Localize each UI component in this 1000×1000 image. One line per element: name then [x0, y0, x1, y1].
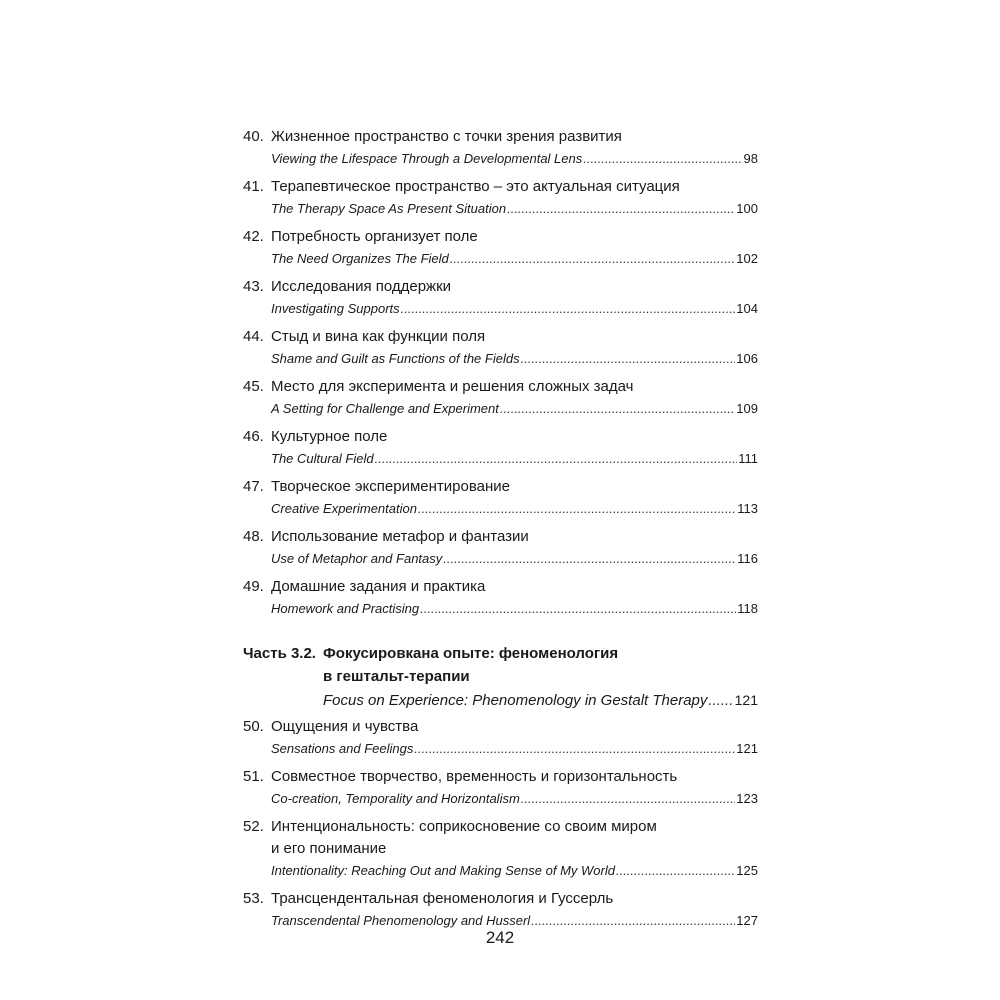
- toc-entry-48[interactable]: [243, 524, 758, 570]
- dot-leader: [450, 248, 736, 270]
- entry-number: 45.: [243, 377, 264, 395]
- toc-entry-51[interactable]: [243, 764, 758, 810]
- entry-number: 48.: [243, 527, 264, 545]
- entry-number: 40.: [243, 127, 264, 145]
- entry-page: 113: [737, 501, 758, 516]
- entry-title-ru: Культурное поле: [271, 427, 388, 445]
- entry-page: 118: [737, 601, 758, 616]
- entry-title-en: The Cultural Field: [271, 451, 374, 466]
- dot-leader: [500, 398, 735, 420]
- entry-page: 109: [736, 401, 758, 416]
- toc-entry-44[interactable]: [243, 324, 758, 370]
- entry-title-ru: Потребность организует поле: [271, 227, 478, 245]
- entry-number: 44.: [243, 327, 264, 345]
- dot-leader: [443, 548, 736, 570]
- entry-title-en: Creative Experimentation: [271, 501, 417, 516]
- toc-entry-41[interactable]: [243, 174, 758, 220]
- entry-number: 42.: [243, 227, 264, 245]
- toc-entry-43[interactable]: [243, 274, 758, 320]
- toc-entry-50[interactable]: [243, 714, 758, 760]
- toc-entry-49[interactable]: [243, 574, 758, 620]
- entry-title-en: The Therapy Space As Present Situation: [271, 201, 507, 216]
- part-label: Часть 3.2.: [243, 645, 316, 662]
- part-title-en: Focus on Experience: Phenomenology in Gestalt Therapy: [323, 692, 708, 709]
- entry-title-ru: Интенциональность: соприкосновение со своим миром: [271, 817, 657, 835]
- entry-title-en: Transcendental Phenomenology and Husserl: [271, 913, 531, 928]
- toc-entry-42[interactable]: [243, 224, 758, 270]
- entry-title-en: Investigating Supports: [271, 301, 400, 316]
- toc-entry-40[interactable]: [243, 124, 758, 170]
- entry-title-en: Intentionality: Reaching Out and Making Sense of My World: [271, 863, 615, 878]
- dot-leader: [418, 498, 736, 520]
- dot-leader: [521, 788, 736, 810]
- toc-entry-52[interactable]: [243, 814, 758, 882]
- entry-title-en: Co-creation, Temporality and Horizontalism: [271, 791, 520, 806]
- entry-title-en: Viewing the Lifespace Through a Developmental Lens: [271, 151, 583, 166]
- entry-page: 98: [743, 151, 758, 166]
- entry-page: 116: [737, 551, 758, 566]
- toc-entry-53[interactable]: [243, 886, 758, 932]
- part-title: Фокусировкана опыте: феноменология: [323, 645, 619, 662]
- entry-number: 52.: [243, 817, 264, 835]
- part-title-continued: в гештальт-терапии: [323, 668, 470, 685]
- entry-page: 121: [736, 741, 758, 756]
- entry-number: 43.: [243, 277, 264, 295]
- entry-title-ru: Творческое экспериментирование: [271, 477, 510, 495]
- entry-title-en: The Need Organizes The Field: [271, 251, 449, 266]
- entry-page: 100: [736, 201, 758, 216]
- entry-number: 50.: [243, 717, 264, 735]
- toc-entry-46[interactable]: [243, 424, 758, 470]
- entry-page: 127: [736, 913, 758, 928]
- entry-title-en: Homework and Practising: [271, 601, 420, 616]
- entry-title-en: Use of Metaphor and Fantasy: [271, 551, 443, 566]
- table-of-contents: [243, 124, 758, 932]
- entry-title-ru: Жизненное пространство с точки зрения развития: [271, 127, 622, 145]
- entry-title-en: Shame and Guilt as Functions of the Fields: [271, 351, 520, 366]
- entry-page: 111: [738, 451, 758, 466]
- entry-title-ru: Совместное творчество, временность и горизонтальность: [271, 767, 678, 785]
- dot-leader: [708, 689, 733, 713]
- entry-number: 51.: [243, 767, 264, 785]
- part-page: 121: [734, 692, 758, 708]
- entry-page: 123: [736, 791, 758, 806]
- entry-title-ru-continued: и его понимание: [271, 840, 387, 857]
- entry-page: 104: [736, 301, 758, 316]
- dot-leader: [583, 148, 742, 170]
- entry-title-ru: Место для эксперимента и решения сложных задач: [271, 377, 634, 395]
- entry-number: 46.: [243, 427, 264, 445]
- entry-title-ru: Стыд и вина как функции поля: [271, 327, 486, 345]
- dot-leader: [521, 348, 736, 370]
- entry-title-ru: Терапевтическое пространство – это актуальная ситуация: [271, 177, 680, 195]
- entry-title-ru: Ощущения и чувства: [271, 717, 419, 735]
- entry-page: 125: [736, 863, 758, 878]
- dot-leader: [414, 738, 735, 760]
- toc-part-heading[interactable]: [243, 642, 758, 712]
- entry-number: 41.: [243, 177, 264, 195]
- entry-title-ru: Домашние задания и практика: [271, 577, 486, 595]
- entry-page: 102: [736, 251, 758, 266]
- entry-number: 49.: [243, 577, 264, 595]
- entry-title-ru: Использование метафор и фантазии: [271, 527, 529, 545]
- toc-entry-47[interactable]: [243, 474, 758, 520]
- dot-leader: [401, 298, 736, 320]
- dot-leader: [375, 448, 738, 470]
- entry-title-en: A Setting for Challenge and Experiment: [271, 401, 499, 416]
- entry-page: 106: [736, 351, 758, 366]
- entry-number: 47.: [243, 477, 264, 495]
- dot-leader: [616, 860, 735, 882]
- page-number: 242: [485, 928, 515, 947]
- entry-number: 53.: [243, 889, 264, 907]
- dot-leader: [507, 198, 735, 220]
- toc-entry-45[interactable]: [243, 374, 758, 420]
- entry-title-en: Sensations and Feelings: [271, 741, 414, 756]
- entry-title-ru: Исследования поддержки: [271, 277, 452, 295]
- entry-title-ru: Трансцендентальная феноменология и Гуссерль: [271, 889, 614, 907]
- dot-leader: [420, 598, 736, 620]
